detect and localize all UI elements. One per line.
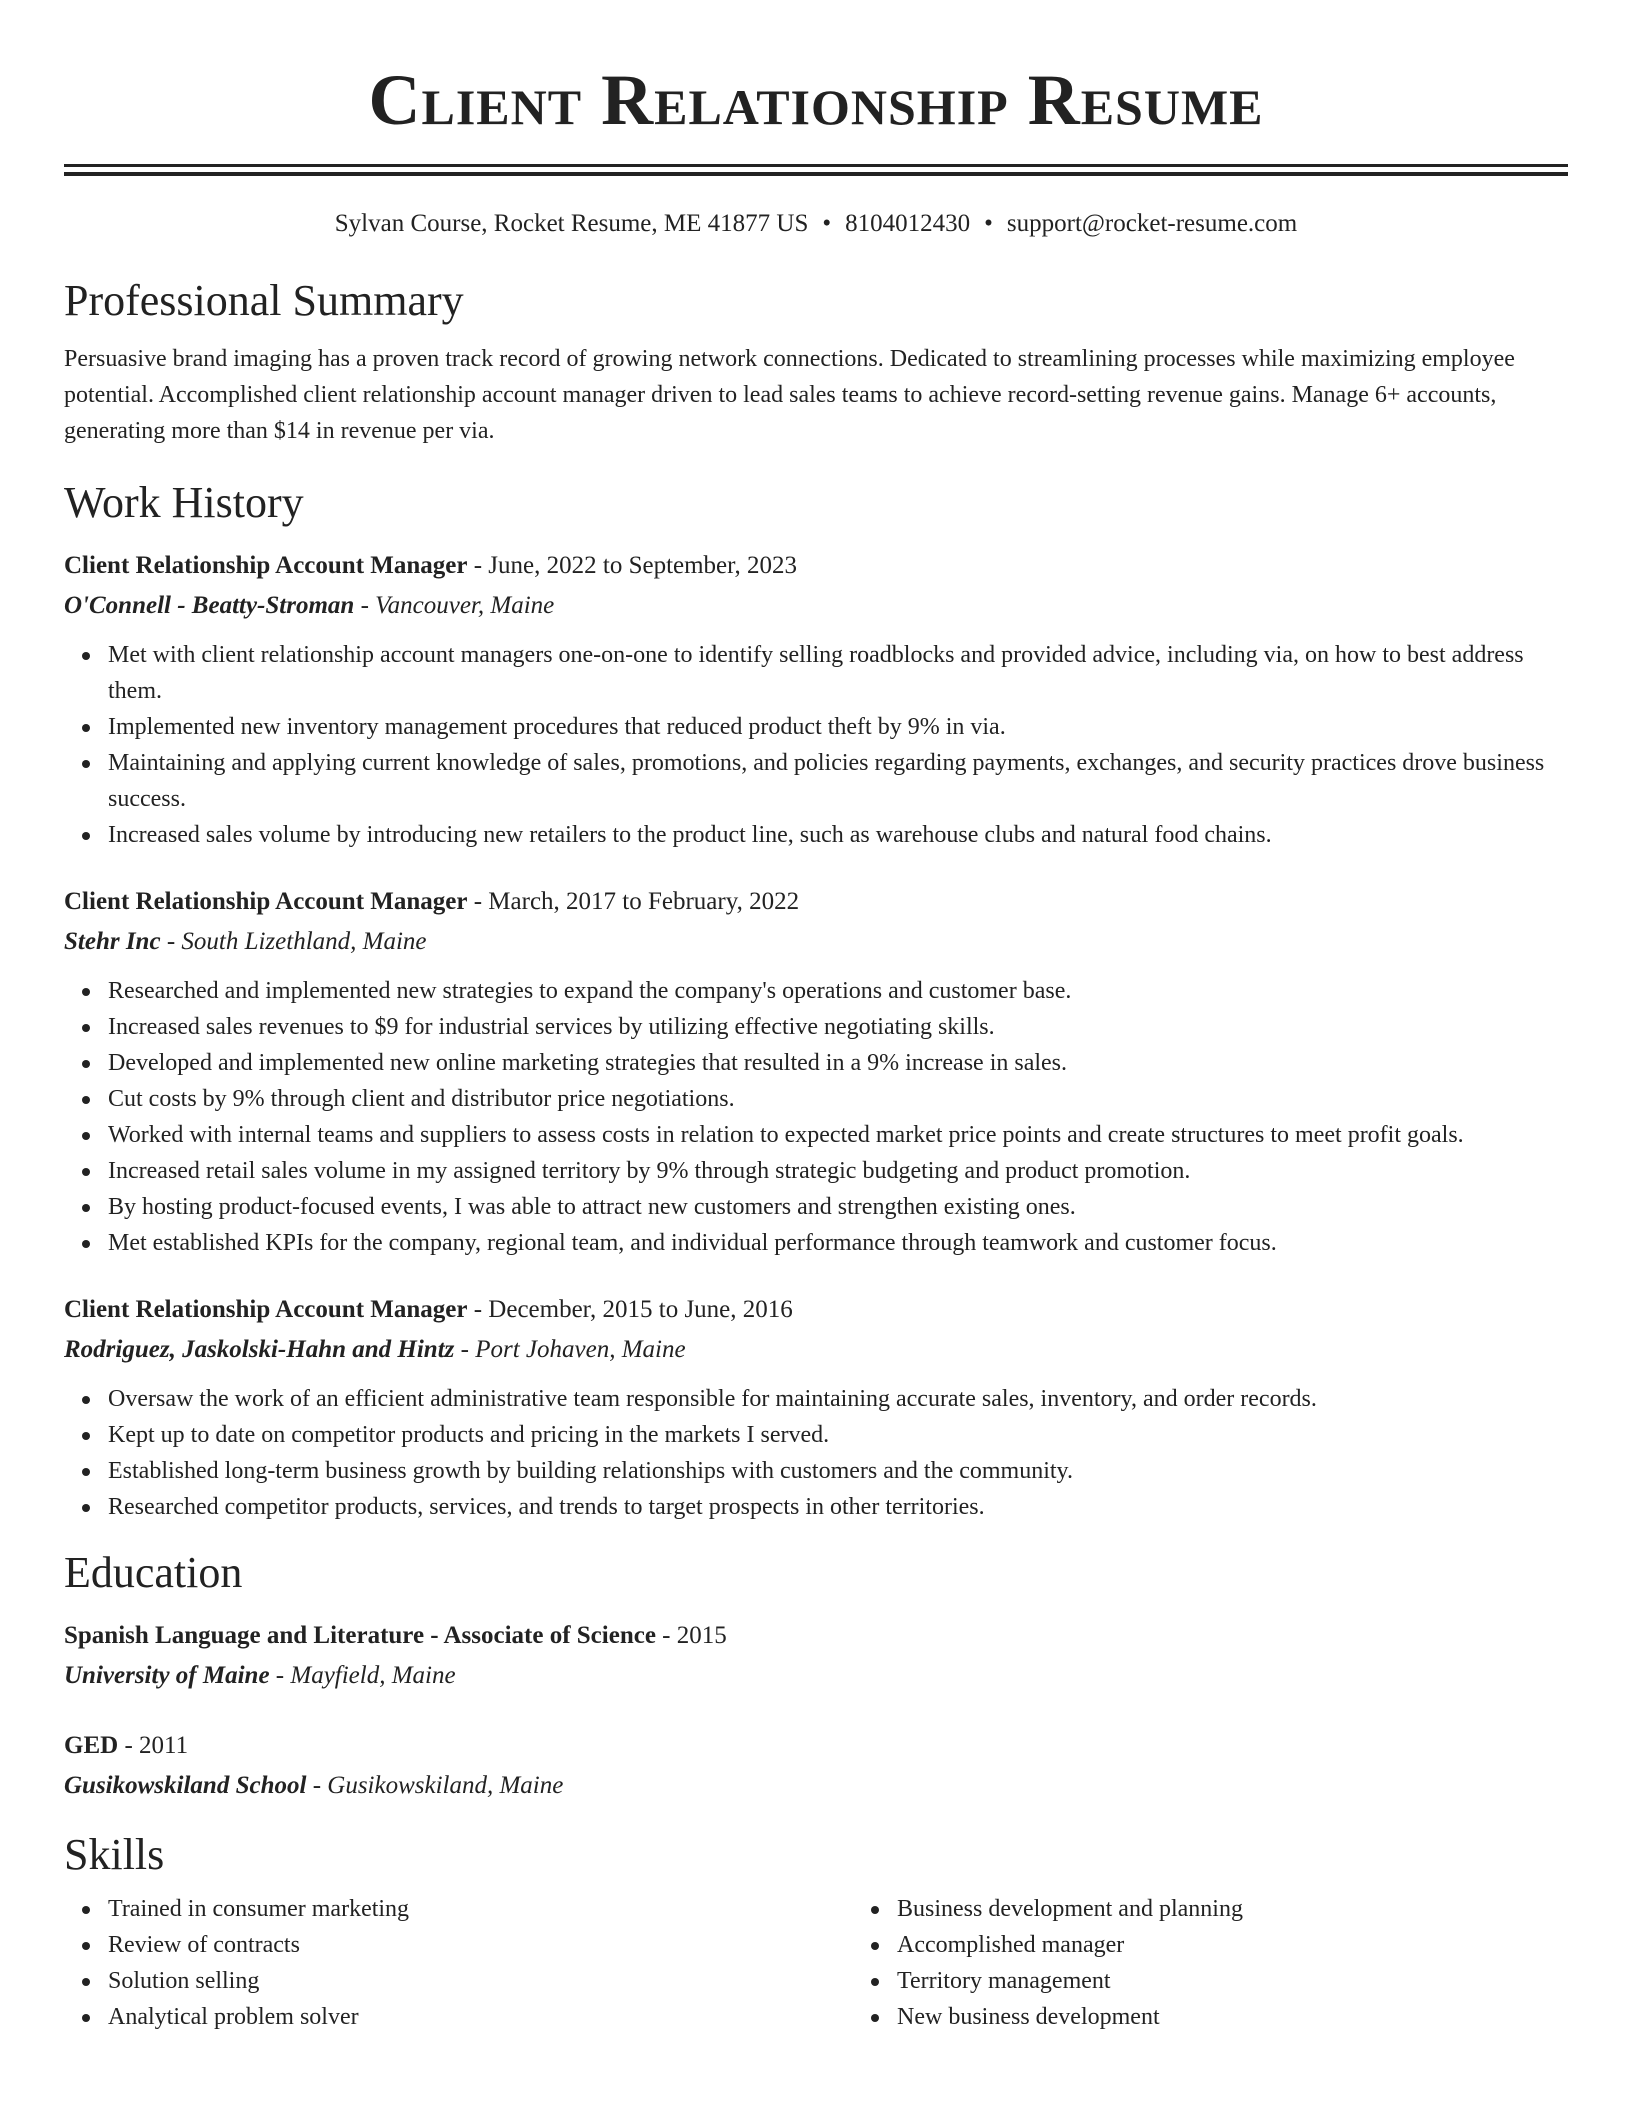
job-bullet-list [64,637,1568,853]
skills-heading: Skills [64,1830,165,1879]
skill-item: Review of contracts [108,1927,853,1963]
job-location: - Port Johaven, Maine [454,1336,686,1363]
contact-separator: • [822,210,832,237]
education-institution [64,1657,1568,1695]
skill-item: Trained in consumer marketing [108,1891,853,1927]
job-title: Client Relationship Account Manager [64,552,468,579]
education-location: - Mayfield, Maine [269,1662,456,1689]
contact-phone: 8104012430 [845,210,971,237]
contact-email: support@rocket-resume.com [1006,210,1298,237]
education-degree: GED [64,1732,119,1759]
job-employer [64,587,1568,625]
job-bullet: Maintaining and applying current knowledge of sales, promotions, and policies regarding payments, exchanges, and security practices drove business success. [108,745,1568,817]
job-bullet: Met established KPIs for the company, regional team, and individual performance through teamwork and customer focus. [108,1225,1568,1261]
education-school: University of Maine [64,1662,270,1689]
job-location: - South Lizethland, Maine [160,928,427,955]
job-header [64,547,1568,585]
work-history-heading: Work History [64,478,304,527]
job-dates: - December, 2015 to June, 2016 [467,1296,793,1323]
job-header [64,883,1568,921]
job-bullet: By hosting product-focused events, I was able to attract new customers and strengthen existing ones. [108,1189,1568,1225]
job-entry [64,547,1568,853]
skill-item: Territory management [897,1963,1243,1999]
skill-item: Solution selling [108,1963,853,1999]
skill-item: New business development [897,1999,1243,2035]
job-header [64,1291,1568,1329]
job-bullet: Increased sales volume by introducing new retailers to the product line, such as warehouse clubs and natural food chains. [108,817,1568,853]
job-bullet: Researched competitor products, services, and trends to target prospects in other territories. [108,1489,1568,1525]
title-double-rule [64,164,1568,176]
contact-separator: • [984,210,993,237]
job-bullet: Met with client relationship account managers one-on-one to identify selling roadblocks and provided advice, including via, on how to best address them. [108,637,1568,709]
education-entry [64,1617,1568,1695]
skill-item: Analytical problem solver [108,1999,853,2035]
education-entry [64,1727,1568,1805]
job-bullet: Cut costs by 9% through client and distributor price negotiations. [108,1081,1568,1117]
job-company: O'Connell - Beatty-Stroman [64,592,355,619]
job-company: Rodriguez, Jaskolski-Hahn and Hintz [64,1336,455,1363]
education-heading: Education [64,1548,243,1597]
job-dates: - March, 2017 to February, 2022 [467,888,800,915]
contact-address: Sylvan Course, Rocket Resume, ME 41877 US [334,210,809,237]
education-degree: Spanish Language and Literature - Associate of Science [64,1622,656,1649]
job-company: Stehr Inc [64,928,161,955]
job-bullet: Researched and implemented new strategies to expand the company's operations and customer base. [108,973,1568,1009]
job-bullet: Worked with internal teams and suppliers to assess costs in relation to expected market price points and create structures to meet profit goals. [108,1117,1568,1153]
skills-list-right [853,1891,1243,2035]
education-year: - 2011 [118,1732,189,1759]
job-bullet-list [64,1381,1568,1525]
job-employer [64,923,1568,961]
education-header [64,1617,1568,1655]
summary-heading: Professional Summary [64,276,464,325]
job-bullet: Increased retail sales volume in my assigned territory by 9% through strategic budgeting and product promotion. [108,1153,1568,1189]
job-title: Client Relationship Account Manager [64,1296,468,1323]
job-entry [64,1291,1568,1525]
education-year: - 2015 [655,1622,727,1649]
job-entry [64,883,1568,1261]
job-bullet: Implemented new inventory management procedures that reduced product theft by 9% in via. [108,709,1568,745]
job-employer [64,1331,1568,1369]
job-location: - Vancouver, Maine [354,592,555,619]
job-bullet: Kept up to date on competitor products and pricing in the markets I served. [108,1417,1568,1453]
skills-columns [64,1891,1568,2035]
job-bullet: Increased sales revenues to $9 for industrial services by utilizing effective negotiating skills. [108,1009,1568,1045]
job-bullet-list [64,973,1568,1261]
summary-text: Persuasive brand imaging has a proven track record of growing network connections. Dedicated to streamlining processes while maximizing employee potential. Accomplished client relationship account manager driven to lead sales teams to achieve record-setting revenue gains. Manage 6+ accounts, generating more than $14 in revenue per via. [64,346,1515,444]
job-bullet: Oversaw the work of an efficient administrative team responsible for maintaining accurate sales, inventory, and order records. [108,1381,1568,1417]
skill-item: Business development and planning [897,1891,1243,1927]
education-school: Gusikowskiland School [64,1772,307,1799]
skill-item: Accomplished manager [897,1927,1243,1963]
education-header [64,1727,1568,1765]
skills-list-left [64,1891,853,2035]
education-institution [64,1767,1568,1805]
job-bullet: Developed and implemented new online marketing strategies that resulted in a 9% increase in sales. [108,1045,1568,1081]
education-location: - Gusikowskiland, Maine [306,1772,564,1799]
resume-title: Client Relationship Resume [368,60,1264,140]
job-bullet: Established long-term business growth by building relationships with customers and the community. [108,1453,1568,1489]
contact-line [64,209,1568,239]
job-title: Client Relationship Account Manager [64,888,468,915]
job-dates: - June, 2022 to September, 2023 [467,552,797,579]
